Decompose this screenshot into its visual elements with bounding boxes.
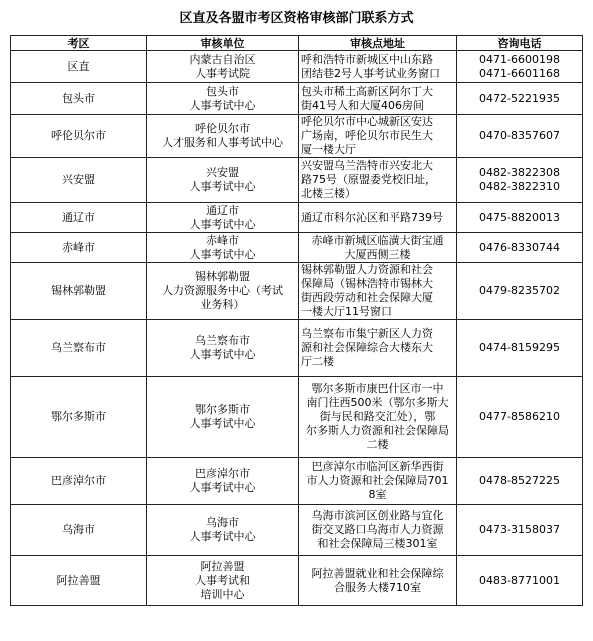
cell-phone-line: 0483-8771001 bbox=[479, 573, 560, 587]
table-row bbox=[11, 83, 583, 115]
cell-unit bbox=[147, 83, 299, 115]
table-row bbox=[11, 458, 583, 505]
cell-address-line: 街交叉路口乌海市人力资源 bbox=[311, 523, 444, 536]
table-row bbox=[11, 263, 583, 320]
cell-address-line: 合服务大楼710室 bbox=[334, 580, 421, 594]
cell-area bbox=[11, 458, 147, 505]
cell-unit-line: 人才服务和人事考试中心 bbox=[162, 136, 283, 149]
cell-unit-line: 鄂尔多斯市 bbox=[195, 403, 250, 416]
cell-unit-line: 业务科） bbox=[200, 298, 245, 311]
cell-address-line: 通辽市科尔沁区和平路739号 bbox=[301, 210, 443, 224]
header-phone: 咨询电话 bbox=[457, 36, 583, 51]
cell-area-line: 区直 bbox=[67, 59, 90, 73]
cell-phone-line: 0471-6601168 bbox=[479, 66, 560, 80]
cell-unit-line: 乌兰察布市 bbox=[195, 334, 250, 347]
table-header-row bbox=[11, 36, 583, 51]
cell-address bbox=[299, 203, 457, 233]
table-row bbox=[11, 556, 583, 606]
cell-phone bbox=[457, 203, 583, 233]
cell-area bbox=[11, 320, 147, 377]
cell-address-line: 阿拉善盟就业和社会保障综 bbox=[311, 566, 444, 580]
cell-address bbox=[299, 458, 457, 505]
cell-unit-line: 人事考试中心 bbox=[189, 180, 256, 193]
cell-phone bbox=[457, 158, 583, 203]
cell-unit-line: 人事考试中心 bbox=[189, 217, 256, 231]
cell-address bbox=[299, 233, 457, 263]
cell-phone-line: 0478-8527225 bbox=[479, 474, 560, 487]
cell-address-line: 尔多斯人力资源和社会保障局 bbox=[306, 424, 449, 437]
cell-address-line: 厦一楼大厅 bbox=[301, 143, 356, 156]
cell-unit-line: 乌海市 bbox=[206, 516, 239, 529]
cell-unit-line: 包头市 bbox=[206, 84, 239, 98]
cell-address-line: 市人力资源和社会保障局701 bbox=[306, 474, 449, 487]
cell-phone-line: 0473-3158037 bbox=[479, 523, 560, 536]
cell-phone-line: 0475-8820013 bbox=[479, 210, 560, 224]
cell-unit-line: 人事考试中心 bbox=[189, 348, 256, 361]
cell-unit bbox=[147, 233, 299, 263]
cell-address-line: 街与民和路交汇处），鄂 bbox=[319, 410, 436, 423]
cell-address-line: 乌海市滨河区创业路与宜化 bbox=[311, 509, 444, 522]
cell-unit bbox=[147, 377, 299, 458]
cell-address-line: 鄂尔多斯市康巴什区市一中 bbox=[311, 382, 444, 395]
cell-unit-line: 人事考试中心 bbox=[189, 530, 256, 543]
cell-unit-line: 通辽市 bbox=[206, 203, 239, 217]
cell-area bbox=[11, 505, 147, 556]
cell-unit-line: 人力资源服务中心（考试 bbox=[162, 284, 283, 297]
cell-area bbox=[11, 556, 147, 606]
cell-area bbox=[11, 233, 147, 263]
cell-unit bbox=[147, 158, 299, 203]
cell-address bbox=[299, 377, 457, 458]
cell-phone bbox=[457, 377, 583, 458]
cell-address bbox=[299, 115, 457, 158]
cell-area bbox=[11, 51, 147, 83]
cell-unit bbox=[147, 263, 299, 320]
cell-address-line: 锡林郭勒盟人力资源和社会 bbox=[301, 263, 433, 276]
cell-phone bbox=[457, 556, 583, 606]
cell-address bbox=[299, 320, 457, 377]
table-row bbox=[11, 51, 583, 83]
cell-area bbox=[11, 377, 147, 458]
cell-address-line: 南门往西500米（鄂尔多斯大 bbox=[306, 396, 449, 409]
cell-unit-line: 锡林郭勒盟 bbox=[195, 270, 250, 283]
cell-phone bbox=[457, 458, 583, 505]
cell-unit bbox=[147, 51, 299, 83]
cell-address-line: 大厦西侧三楼 bbox=[344, 247, 411, 261]
cell-address-line: 和社会保障局三楼301室 bbox=[317, 537, 438, 550]
cell-area-line: 包头市 bbox=[62, 91, 95, 105]
cell-phone bbox=[457, 115, 583, 158]
cell-address bbox=[299, 263, 457, 320]
cell-phone-line: 0482-3822308 bbox=[479, 166, 560, 179]
cell-address-line: 8室 bbox=[368, 488, 387, 501]
header-area: 考区 bbox=[11, 36, 147, 51]
cell-area-line: 锡林郭勒盟 bbox=[51, 284, 106, 297]
cell-area-line: 呼伦贝尔市 bbox=[51, 129, 106, 142]
cell-address-line: 兴安盟乌兰浩特市兴安北大 bbox=[301, 159, 433, 172]
cell-area-line: 乌兰察布市 bbox=[51, 341, 106, 354]
cell-address-line: 赤峰市新城区临潢大街宝通 bbox=[311, 233, 444, 247]
cell-address-line: 呼伦贝尔市中心城新区安达 bbox=[301, 115, 433, 128]
cell-area bbox=[11, 83, 147, 115]
header-unit: 审核单位 bbox=[147, 36, 299, 51]
cell-unit-line: 兴安盟 bbox=[206, 166, 239, 179]
cell-unit-line: 巴彦淖尔市 bbox=[195, 467, 250, 480]
header-address: 审核点地址 bbox=[299, 36, 457, 51]
page-title: 区直及各盟市考区资格审核部门联系方式 bbox=[179, 11, 414, 26]
cell-area bbox=[11, 158, 147, 203]
cell-phone-line: 0472-5221935 bbox=[479, 91, 560, 105]
cell-address-line: 街西段劳动和社会保障大厦 bbox=[301, 291, 433, 304]
cell-area bbox=[11, 263, 147, 320]
cell-address bbox=[299, 556, 457, 606]
cell-phone bbox=[457, 320, 583, 377]
cell-unit-line: 内蒙古自治区 bbox=[189, 52, 256, 66]
cell-unit-line: 赤峰市 bbox=[206, 233, 239, 247]
cell-area-line: 通辽市 bbox=[62, 210, 95, 224]
cell-area-line: 鄂尔多斯市 bbox=[51, 410, 106, 423]
cell-phone-line: 0479-8235702 bbox=[479, 284, 560, 297]
cell-phone-line: 0482-3822310 bbox=[479, 180, 560, 193]
cell-address-line: 保障局（锡林浩特市锡林大 bbox=[301, 277, 433, 290]
cell-address bbox=[299, 83, 457, 115]
cell-area-line: 阿拉善盟 bbox=[56, 573, 101, 587]
cell-phone bbox=[457, 51, 583, 83]
cell-unit-line: 培训中心 bbox=[200, 587, 245, 601]
cell-phone bbox=[457, 263, 583, 320]
cell-address-line: 呼和浩特市新城区中山东路 bbox=[301, 52, 433, 66]
cell-phone-line: 0471-6600198 bbox=[479, 52, 560, 66]
table-row bbox=[11, 320, 583, 377]
cell-address-line: 厅二楼 bbox=[301, 355, 334, 368]
table-body bbox=[11, 51, 583, 606]
table-row bbox=[11, 233, 583, 263]
cell-unit-line: 人事考试院 bbox=[195, 66, 250, 80]
cell-unit bbox=[147, 320, 299, 377]
cell-address bbox=[299, 51, 457, 83]
table-row bbox=[11, 377, 583, 458]
cell-area bbox=[11, 203, 147, 233]
table-row bbox=[11, 505, 583, 556]
cell-address-line: 源和社会保障综合大楼东大 bbox=[301, 341, 433, 354]
cell-unit bbox=[147, 115, 299, 158]
cell-address-line: 二楼 bbox=[366, 438, 389, 451]
cell-phone-line: 0474-8159295 bbox=[479, 341, 560, 354]
table-row bbox=[11, 203, 583, 233]
cell-area bbox=[11, 115, 147, 158]
cell-address-line: 路75号（原盟委党校旧址， bbox=[301, 173, 436, 186]
cell-area-line: 兴安盟 bbox=[62, 173, 95, 186]
cell-unit bbox=[147, 505, 299, 556]
cell-phone-line: 0477-8586210 bbox=[479, 410, 560, 423]
cell-unit-line: 人事考试中心 bbox=[189, 481, 256, 494]
cell-unit-line: 人事考试中心 bbox=[189, 417, 256, 430]
cell-area-line: 赤峰市 bbox=[62, 240, 95, 254]
cell-address-line: 包头市稀土高新区阿尔丁大 bbox=[301, 84, 433, 98]
cell-phone bbox=[457, 505, 583, 556]
cell-unit bbox=[147, 458, 299, 505]
cell-unit bbox=[147, 556, 299, 606]
cell-address bbox=[299, 158, 457, 203]
cell-address-line: 团结巷2号人事考试业务窗口 bbox=[301, 66, 440, 80]
cell-unit-line: 人事考试和 bbox=[195, 573, 250, 587]
contact-table bbox=[10, 35, 583, 606]
cell-phone bbox=[457, 233, 583, 263]
cell-unit bbox=[147, 203, 299, 233]
cell-address bbox=[299, 505, 457, 556]
table-row bbox=[11, 158, 583, 203]
cell-unit-line: 人事考试中心 bbox=[189, 98, 256, 112]
cell-address-line: 广场南，呼伦贝尔市民生大 bbox=[301, 129, 433, 142]
cell-address-line: 乌兰察布市集宁新区人力资 bbox=[301, 327, 433, 340]
cell-area-line: 乌海市 bbox=[62, 523, 95, 536]
cell-address-line: 巴彦淖尔市临河区新华西街 bbox=[311, 460, 444, 473]
cell-phone-line: 0476-8330744 bbox=[479, 240, 560, 254]
cell-phone-line: 0470-8357607 bbox=[479, 129, 560, 142]
cell-unit-line: 阿拉善盟 bbox=[200, 559, 245, 573]
table-row bbox=[11, 115, 583, 158]
cell-unit-line: 呼伦贝尔市 bbox=[195, 122, 250, 135]
cell-address-line: 北楼三楼） bbox=[301, 187, 356, 200]
cell-address-line: 街41号人和大厦406房间 bbox=[301, 98, 424, 112]
cell-area-line: 巴彦淖尔市 bbox=[51, 474, 106, 487]
cell-phone bbox=[457, 83, 583, 115]
cell-address-line: 一楼大厅11号窗口 bbox=[301, 305, 392, 318]
cell-unit-line: 人事考试中心 bbox=[189, 247, 256, 261]
